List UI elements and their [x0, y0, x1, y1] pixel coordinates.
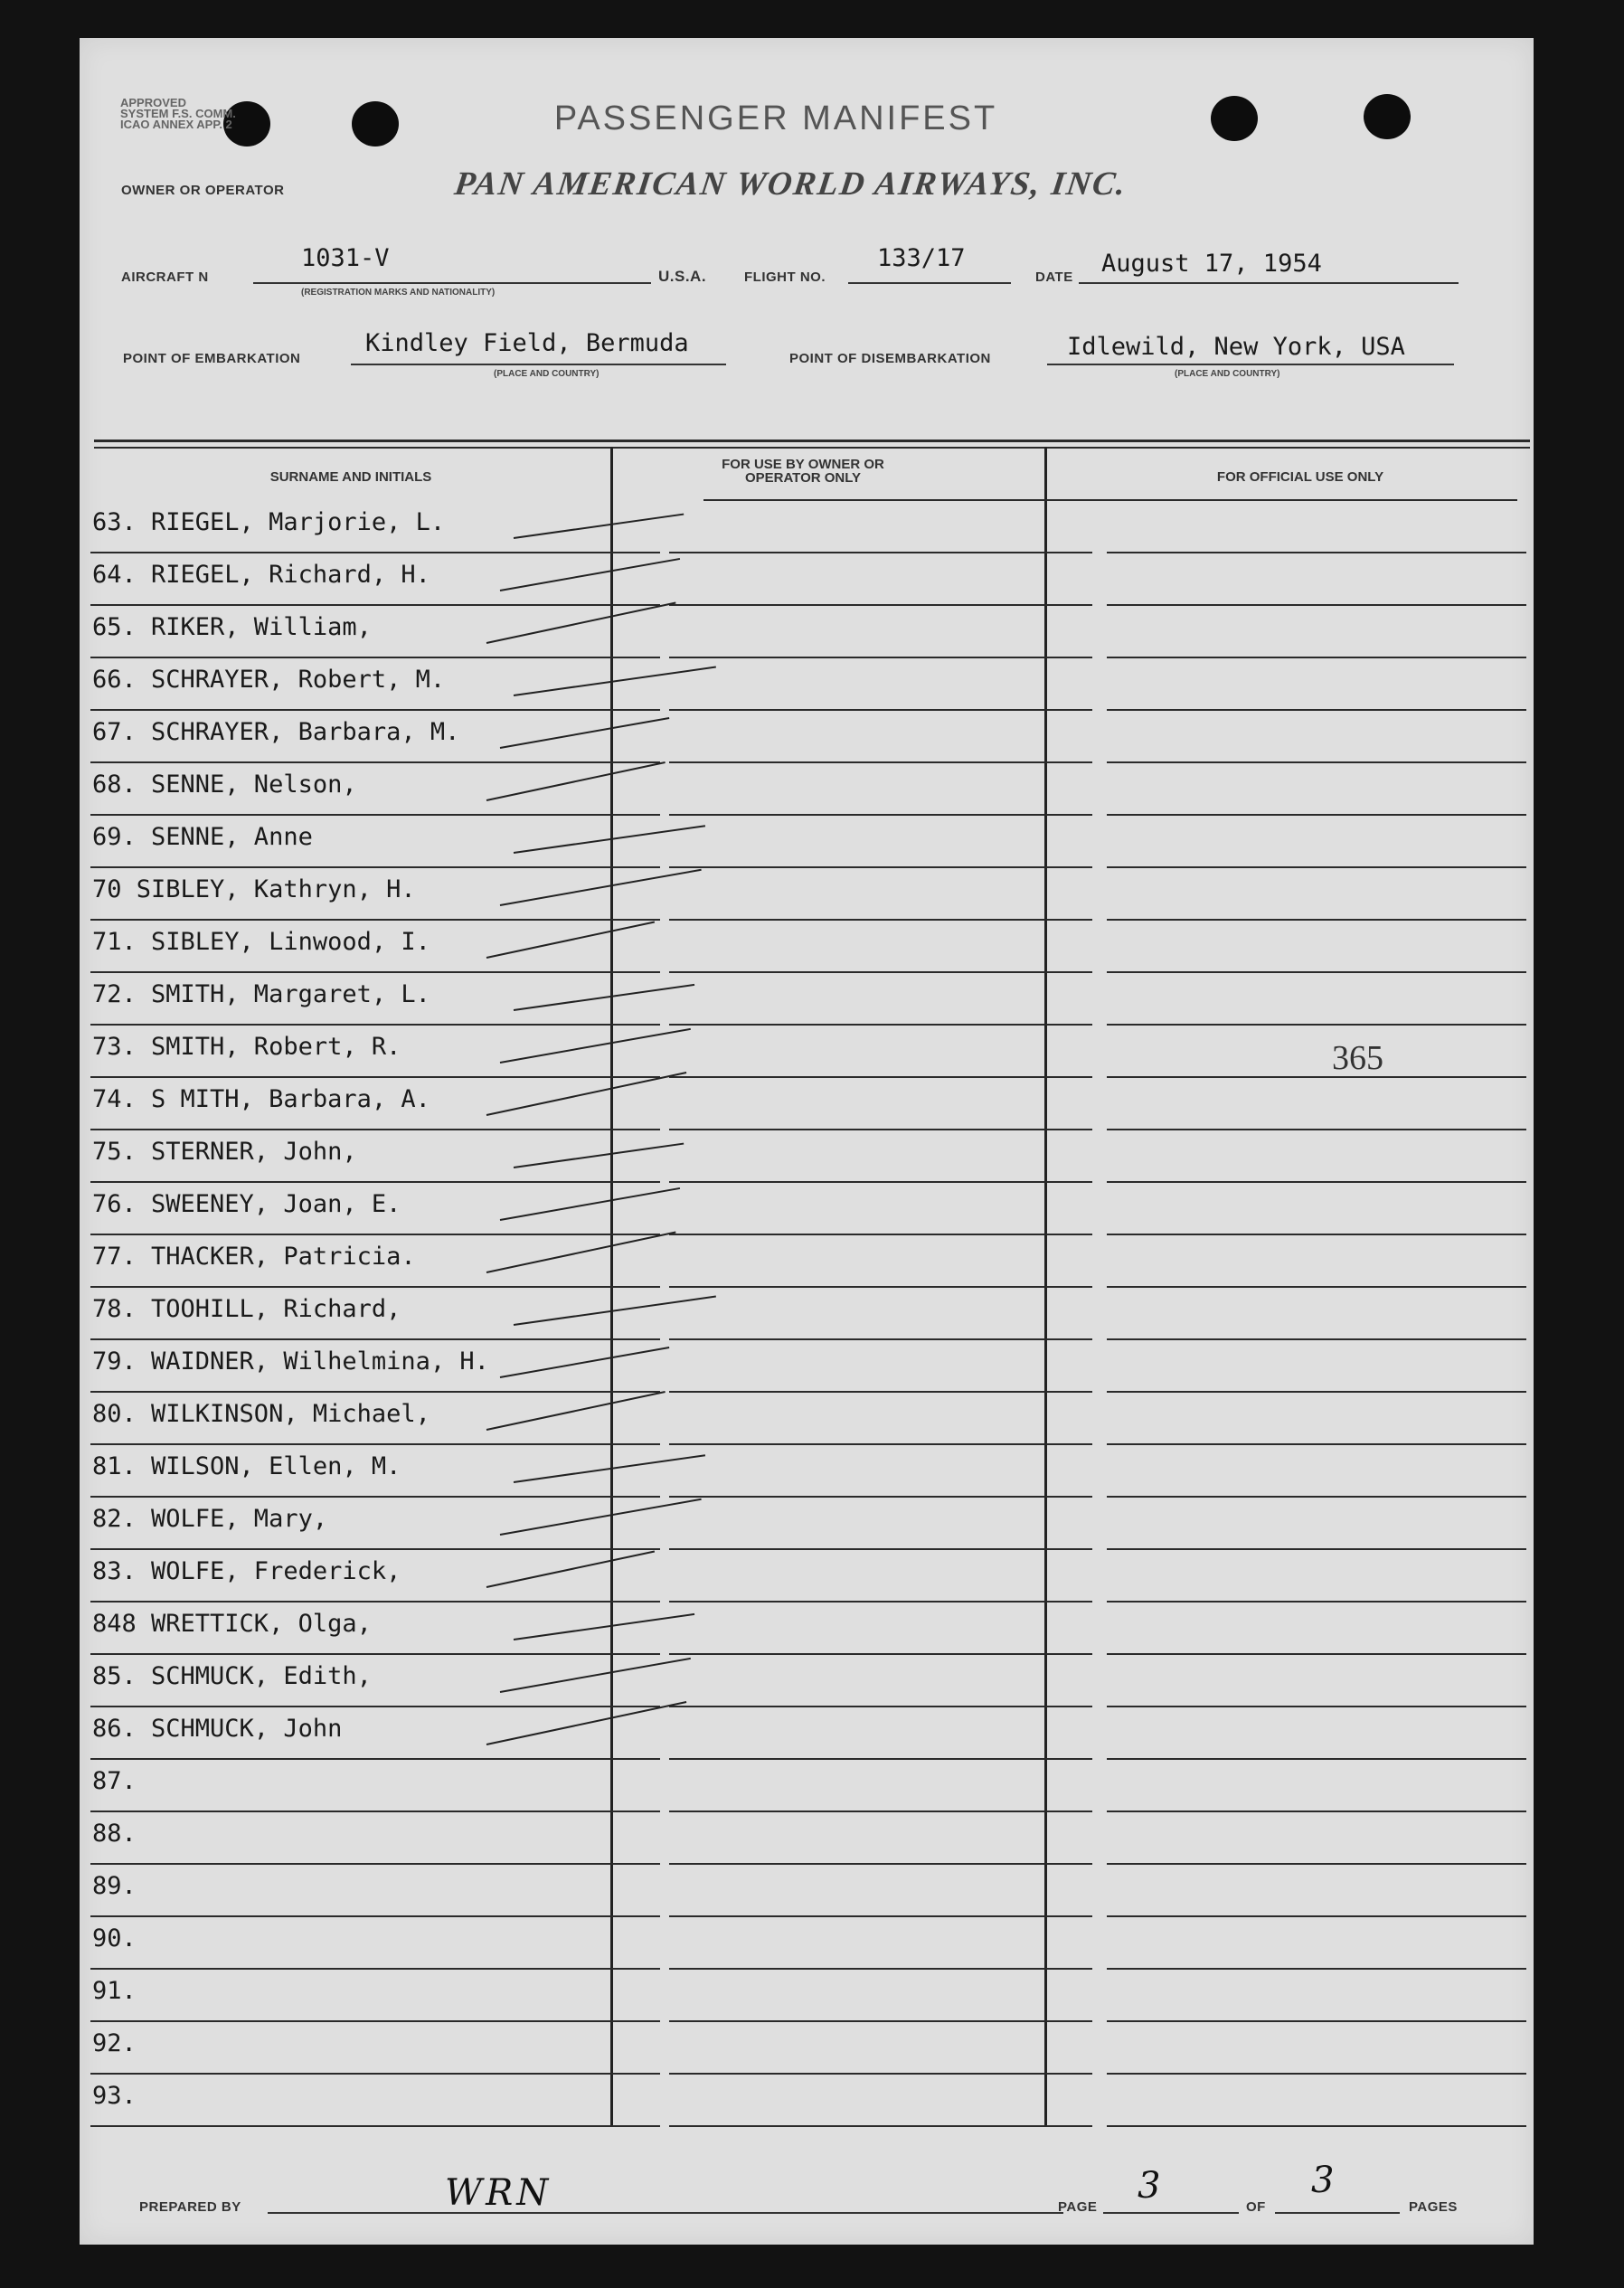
passenger-row	[80, 1812, 1534, 1865]
passenger-row	[80, 501, 1534, 553]
passenger-name: 69. SENNE, Anne	[92, 823, 313, 851]
punch-hole	[1364, 94, 1411, 139]
passenger-name: 80. WILKINSON, Michael,	[92, 1400, 430, 1428]
passenger-name: 67. SCHRAYER, Barbara, M.	[92, 718, 460, 746]
passenger-row	[80, 1550, 1534, 1603]
passenger-row	[80, 606, 1534, 658]
passenger-name: 76. SWEENEY, Joan, E.	[92, 1190, 401, 1218]
passenger-row	[80, 1865, 1534, 1917]
passenger-row	[80, 1026, 1534, 1078]
passenger-name: 85. SCHMUCK, Edith,	[92, 1662, 372, 1690]
passenger-name: 848 WRETTICK, Olga,	[92, 1610, 372, 1638]
preparer-signature: WRN	[445, 2172, 552, 2214]
passenger-row	[80, 816, 1534, 868]
passenger-row	[80, 1445, 1534, 1498]
flight-label: FLIGHT NO.	[744, 269, 826, 285]
owner-use-column-header: FOR USE BY OWNER OR OPERATOR ONLY	[722, 457, 884, 486]
disembark-caption: (PLACE AND COUNTRY)	[1175, 369, 1280, 379]
embark-value: Kindley Field, Bermuda	[365, 329, 689, 357]
passenger-name: 92.	[92, 2029, 137, 2057]
passenger-row	[80, 921, 1534, 973]
passenger-name: 82. WOLFE, Mary,	[92, 1505, 328, 1533]
date-value: August 17, 1954	[1101, 250, 1322, 278]
passenger-name: 65. RIKER, William,	[92, 613, 372, 641]
pages-label: PAGES	[1409, 2199, 1458, 2215]
page-label: PAGE	[1058, 2199, 1098, 2215]
passenger-name: 87.	[92, 1767, 137, 1795]
official-note: 365	[1332, 1039, 1383, 1077]
official-use-column-header: FOR OFFICIAL USE ONLY	[1216, 469, 1384, 485]
passenger-row	[80, 1393, 1534, 1445]
passenger-row	[80, 1603, 1534, 1655]
of-label: OF	[1246, 2199, 1266, 2215]
punch-hole	[352, 101, 399, 147]
registration-caption: (REGISTRATION MARKS AND NATIONALITY)	[301, 288, 496, 298]
passenger-name: 91.	[92, 1977, 137, 2005]
passenger-row	[80, 763, 1534, 816]
aircraft-label: AIRCRAFT N	[121, 269, 209, 285]
passenger-name: 72. SMITH, Margaret, L.	[92, 980, 430, 1008]
page-total: 3	[1311, 2160, 1338, 2201]
owner-label: OWNER OR OPERATOR	[121, 183, 285, 198]
page-number: 3	[1138, 2165, 1165, 2207]
passenger-name: 79. WAIDNER, Wilhelmina, H.	[92, 1347, 489, 1376]
nationality: U.S.A.	[658, 268, 707, 285]
passenger-name: 74. S MITH, Barbara, A.	[92, 1085, 430, 1113]
passenger-name: 71. SIBLEY, Linwood, I.	[92, 928, 430, 956]
passenger-row	[80, 2022, 1534, 2075]
passenger-name: 63. RIEGEL, Marjorie, L.	[92, 508, 446, 536]
airline-name: PAN AMERICAN WORLD AIRWAYS, INC.	[452, 165, 1130, 203]
prepared-label: PREPARED BY	[139, 2199, 241, 2215]
passenger-row	[80, 553, 1534, 606]
aircraft-value: 1031-V	[301, 244, 390, 272]
passenger-name: 77. THACKER, Patricia.	[92, 1243, 416, 1271]
passenger-name: 75. STERNER, John,	[92, 1138, 357, 1166]
passenger-row	[80, 973, 1534, 1026]
passenger-name: 66. SCHRAYER, Robert, M.	[92, 666, 446, 694]
passenger-row	[80, 1498, 1534, 1550]
form-title: PASSENGER MANIFEST	[553, 99, 998, 137]
passenger-row	[80, 1130, 1534, 1183]
passenger-row	[80, 2075, 1534, 2127]
passenger-name: 68. SENNE, Nelson,	[92, 771, 357, 799]
surname-column-header: SURNAME AND INITIALS	[269, 469, 432, 485]
date-label: DATE	[1035, 269, 1073, 285]
passenger-row	[80, 711, 1534, 763]
passenger-name: 89.	[92, 1872, 137, 1900]
approval-stamp: APPROVED SYSTEM F.S. COMM. ICAO ANNEX APP. 2	[120, 96, 236, 131]
embark-label: POINT OF EMBARKATION	[123, 351, 301, 366]
passenger-row	[80, 1707, 1534, 1760]
disembark-value: Idlewild, New York, USA	[1067, 333, 1405, 361]
passenger-row	[80, 1970, 1534, 2022]
passenger-row	[80, 1078, 1534, 1130]
passenger-row	[80, 1655, 1534, 1707]
passenger-name: 93.	[92, 2082, 137, 2110]
passenger-row	[80, 1183, 1534, 1235]
passenger-name: 78. TOOHILL, Richard,	[92, 1295, 401, 1323]
punch-hole	[1211, 96, 1258, 141]
embark-caption: (PLACE AND COUNTRY)	[494, 369, 600, 379]
passenger-row	[80, 1340, 1534, 1393]
passenger-row	[80, 658, 1534, 711]
passenger-name: 81. WILSON, Ellen, M.	[92, 1452, 401, 1480]
passenger-row	[80, 1760, 1534, 1812]
passenger-name: 64. RIEGEL, Richard, H.	[92, 561, 430, 589]
passenger-row	[80, 868, 1534, 921]
flight-value: 133/17	[877, 244, 966, 272]
passenger-name: 83. WOLFE, Frederick,	[92, 1557, 401, 1585]
passenger-name: 88.	[92, 1820, 137, 1848]
passenger-name: 86. SCHMUCK, John	[92, 1715, 343, 1743]
passenger-name: 90.	[92, 1924, 137, 1952]
passenger-row	[80, 1917, 1534, 1970]
passenger-row	[80, 1235, 1534, 1288]
passenger-name: 70 SIBLEY, Kathryn, H.	[92, 875, 416, 903]
manifest-page	[80, 38, 1534, 2245]
disembark-label: POINT OF DISEMBARKATION	[789, 351, 991, 366]
passenger-row	[80, 1288, 1534, 1340]
passenger-name: 73. SMITH, Robert, R.	[92, 1033, 401, 1061]
